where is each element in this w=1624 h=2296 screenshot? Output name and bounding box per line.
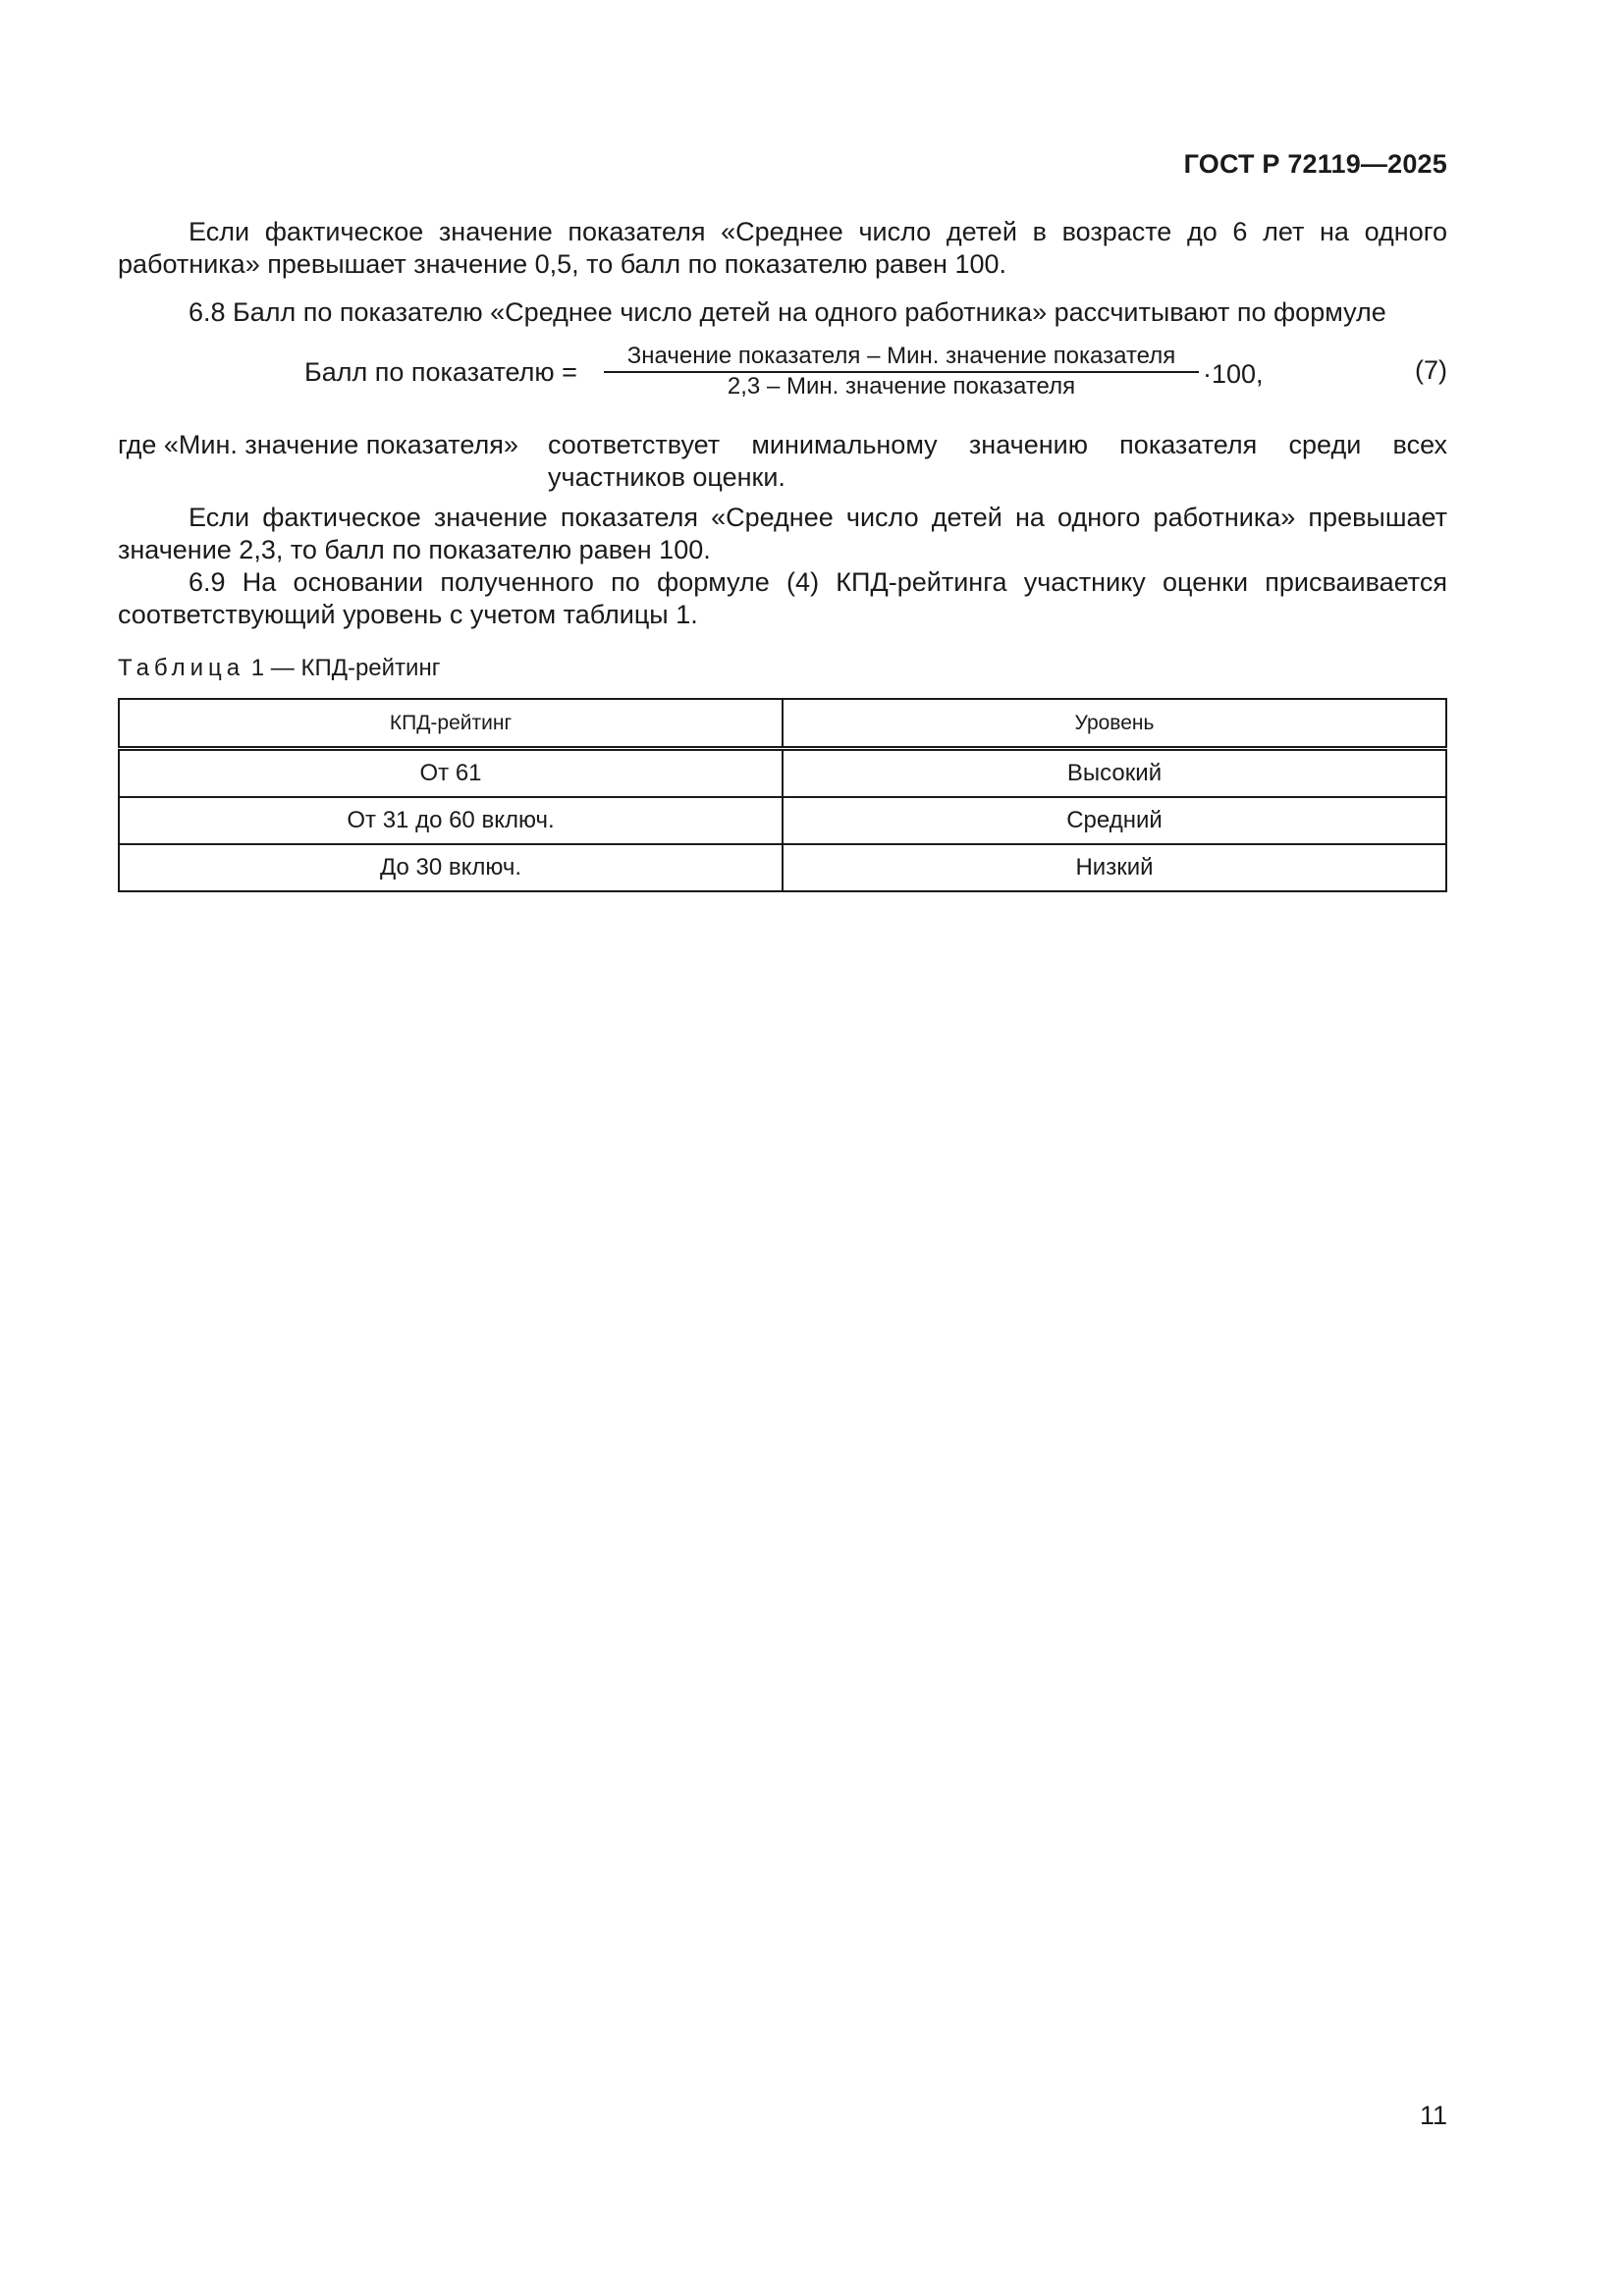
document-code: ГОСТ Р 72119—2025 bbox=[1183, 149, 1447, 179]
cell-level: Средний bbox=[783, 797, 1446, 844]
formula-denominator: 2,3 – Мин. значение показателя bbox=[727, 373, 1076, 400]
cell-rating: От 31 до 60 включ. bbox=[119, 797, 783, 844]
cell-rating: От 61 bbox=[119, 749, 783, 798]
formula-7 bbox=[304, 344, 1447, 402]
paragraph-child-count-under-6: Если фактическое значение показателя «Среднее число детей в возрасте до 6 лет на одного работника» превышает значение 0,5, то балл по показателю равен 100. bbox=[118, 217, 1447, 279]
where-definition: соответствует минимальному значению показателя среди всех участников оценки. bbox=[548, 430, 1447, 492]
paragraph-6-9: 6.9 На основании полученного по формуле (4) КПД-рейтинга участнику оценки присваивается соответствующий уровень с учетом таблицы 1. bbox=[118, 567, 1447, 629]
table-caption-word: Таблица bbox=[118, 655, 245, 681]
formula-lhs: Балл по показателю = bbox=[304, 357, 577, 387]
formula-multiplier: ·100, bbox=[1203, 359, 1264, 389]
column-header-level: Уровень bbox=[783, 699, 1446, 749]
table-header-row bbox=[119, 699, 1446, 749]
formula-fraction bbox=[602, 344, 1201, 400]
table-row bbox=[119, 844, 1446, 891]
kpd-rating-table bbox=[118, 698, 1447, 892]
table-caption bbox=[118, 655, 440, 682]
formula-numerator: Значение показателя – Мин. значение показателя bbox=[626, 343, 1176, 369]
table-row bbox=[119, 797, 1446, 844]
table-row bbox=[119, 749, 1446, 798]
formula-number: (7) bbox=[1415, 355, 1447, 385]
cell-level: Низкий bbox=[783, 844, 1446, 891]
cell-rating: До 30 включ. bbox=[119, 844, 783, 891]
cell-level: Высокий bbox=[783, 749, 1446, 798]
paragraph-child-count: Если фактическое значение показателя «Среднее число детей на одного работника» превышает значение 2,3, то балл по показателю равен 100. bbox=[118, 503, 1447, 564]
table-caption-title: 1 — КПД-рейтинг bbox=[250, 655, 441, 681]
paragraph-6-8: 6.8 Балл по показателю «Среднее число детей на одного работника» рассчитывают по формуле bbox=[189, 297, 1386, 327]
column-header-rating: КПД-рейтинг bbox=[119, 699, 783, 749]
where-term: где «Мин. значение показателя» bbox=[118, 430, 518, 459]
page-number: 11 bbox=[1419, 2101, 1447, 2130]
